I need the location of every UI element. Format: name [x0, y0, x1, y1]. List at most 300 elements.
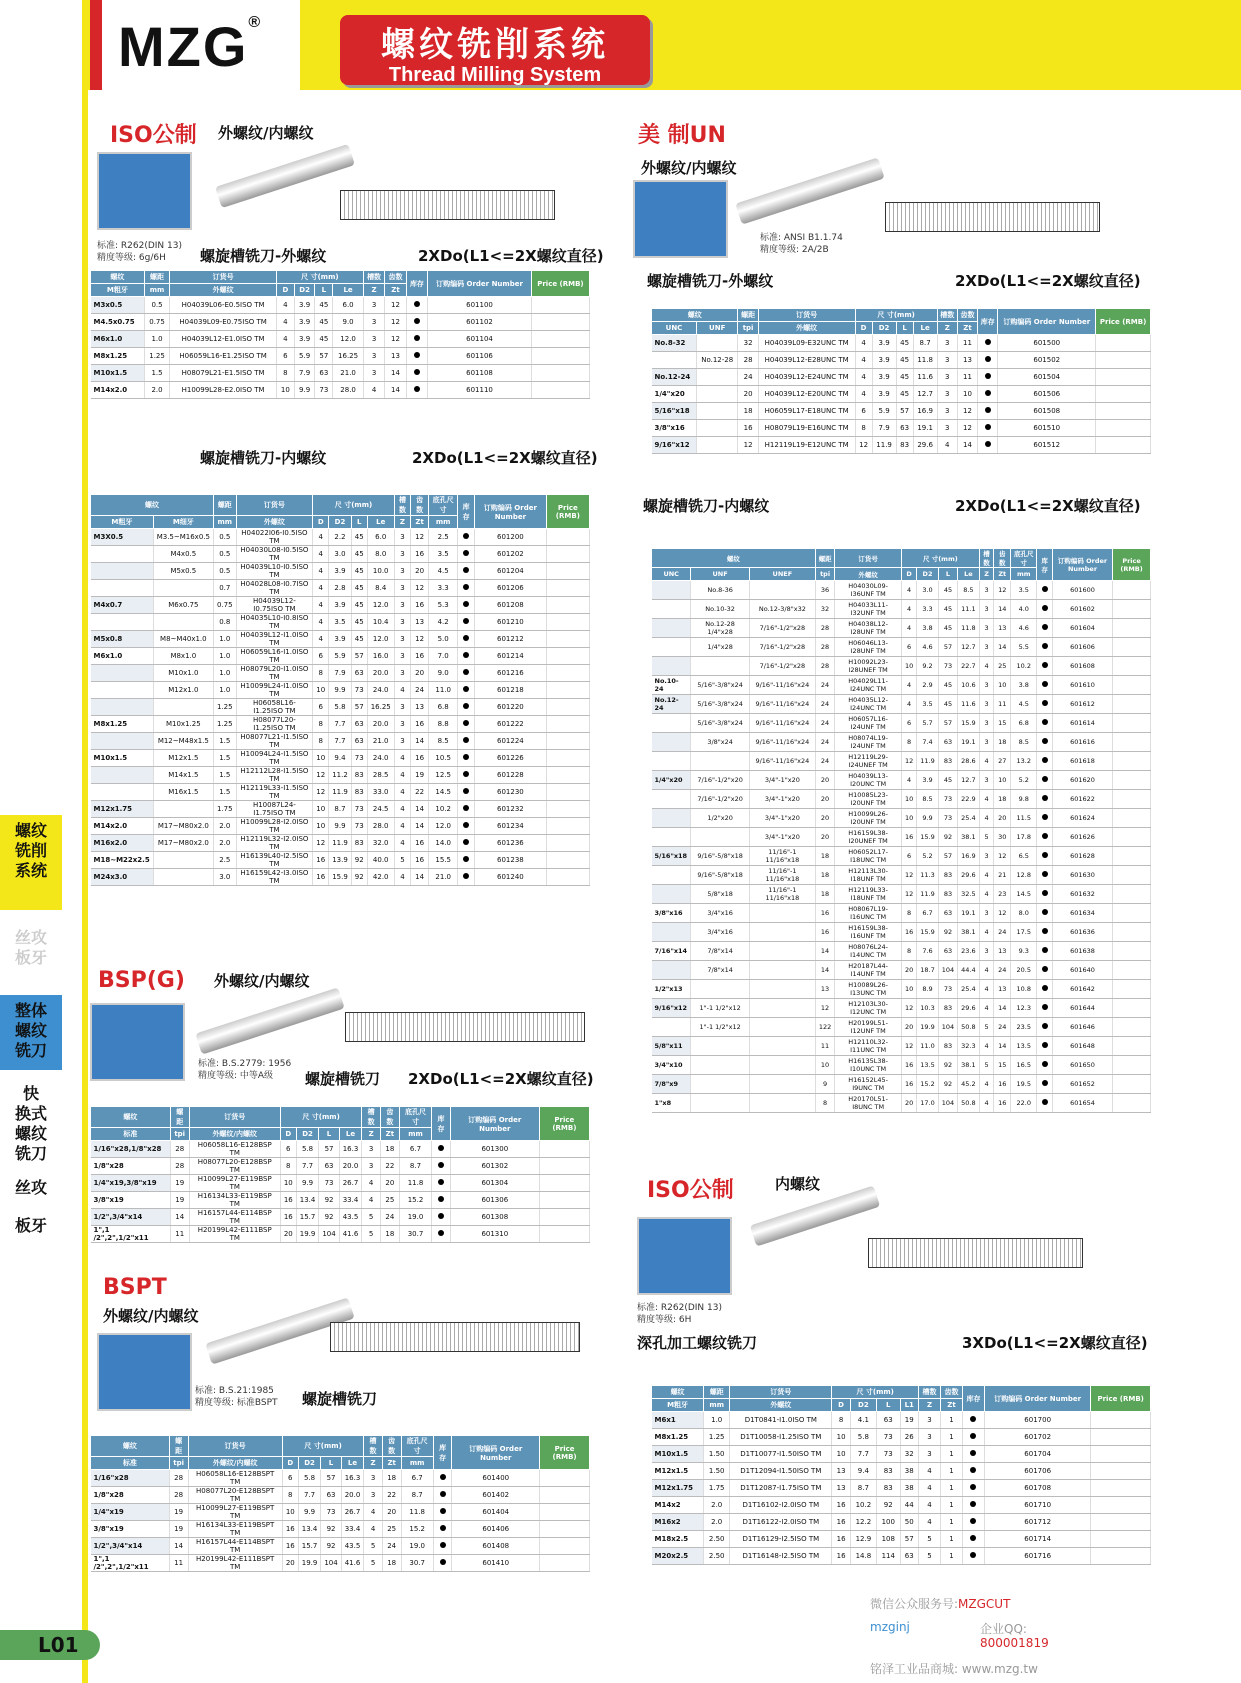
table-cell: H12119L33-I1.5ISO TM	[236, 784, 313, 801]
table-cell: 6	[901, 847, 916, 866]
table-cell: 29.6	[958, 866, 979, 885]
table-cell: M18x2.5	[652, 1531, 704, 1548]
table-cell: 19.5	[1011, 1075, 1037, 1094]
sidenav-tap[interactable]: 丝攻	[14, 1178, 47, 1197]
table-cell: 24	[815, 695, 834, 714]
table-cell	[91, 767, 154, 784]
table-cell: 3	[394, 597, 410, 614]
table-cell: 12	[901, 999, 916, 1018]
table-cell	[652, 733, 691, 752]
price-cell	[1091, 1446, 1151, 1463]
table-cell: 1	[940, 1531, 962, 1548]
bspt-drawing	[330, 1322, 580, 1352]
table-cell: 8	[313, 716, 329, 733]
table-cell: H10092L23-I28UNEF TM	[835, 657, 902, 676]
table-cell: 4	[313, 614, 329, 631]
stock-dot	[978, 335, 998, 352]
un-ext-note: 2XDo(L1<=2X螺纹直径)	[955, 272, 1141, 290]
table-cell: H10089L26-I13UNC TM	[835, 980, 902, 999]
table-cell: 1/8"x28	[91, 1158, 171, 1175]
table-cell: M3.5~M16x0.5	[153, 529, 213, 546]
table-cell: 12.3	[1011, 999, 1037, 1018]
table-cell: 5.8	[850, 1429, 876, 1446]
mall-url: 铭泽工业品商城: www.mzg.tw	[870, 1662, 1038, 1676]
table-row	[91, 818, 590, 835]
table-cell: 601232	[475, 801, 547, 818]
table-cell: 42.0	[367, 869, 394, 886]
table-cell: H10099L26-I20UNF TM	[835, 809, 902, 828]
table-cell: 4	[276, 331, 294, 348]
stock-dot	[1037, 638, 1053, 657]
table-cell: 73	[938, 809, 957, 828]
table-row	[91, 750, 590, 767]
table-cell: 4	[394, 869, 410, 886]
table-cell: 12	[901, 1037, 916, 1056]
table-cell: 9/16"x12	[652, 999, 691, 1018]
table-cell: 3	[363, 365, 384, 382]
table-cell: 601646	[1052, 1018, 1112, 1037]
stock-dot	[458, 767, 475, 784]
stock-dot	[1037, 828, 1053, 847]
table-row	[652, 923, 1151, 942]
stock-dot	[433, 1555, 452, 1572]
table-cell: 19	[169, 1521, 188, 1538]
table-cell: 601102	[428, 314, 532, 331]
stock-dot	[1037, 771, 1053, 790]
table-cell	[696, 420, 738, 437]
table-cell: 11.9	[872, 437, 896, 454]
table-cell: No.10-24	[652, 676, 691, 695]
table-cell: 6.0	[367, 529, 394, 546]
table-cell: 4	[276, 314, 294, 331]
table-cell: 7/8"x14	[691, 942, 749, 961]
table-cell: 32.5	[958, 885, 979, 904]
table-cell: M8x1.25	[91, 716, 154, 733]
table-cell: H06046L13-I28UNF TM	[835, 638, 902, 657]
iso-deep-thread-icon	[637, 1217, 732, 1295]
table-cell: 7.9	[294, 365, 314, 382]
iso-ext-caption: 螺旋槽铣刀-外螺纹	[200, 247, 327, 265]
table-cell: M12x1.5	[652, 1463, 704, 1480]
table-cell: 6	[313, 648, 329, 665]
table-cell: 23.6	[958, 942, 979, 961]
table-cell: 3.8	[917, 619, 938, 638]
table-cell: M18~M22x2.5	[91, 852, 154, 869]
table-cell: 57	[351, 648, 367, 665]
table-cell: H20187L44-I14UNF TM	[835, 961, 902, 980]
table-cell: 2.0	[704, 1497, 730, 1514]
table-cell: H08074L19-I24UNF TM	[835, 733, 902, 752]
stock-dot	[458, 716, 475, 733]
table-cell: M16x1.5	[153, 784, 213, 801]
table-cell: 4	[394, 784, 410, 801]
table-cell: 14	[385, 365, 406, 382]
price-cell	[1091, 1429, 1151, 1446]
table-cell: H04030L08-I0.5ISO TM	[236, 546, 313, 563]
price-cell	[1113, 714, 1151, 733]
sidenav-tap-die[interactable]: 丝攻 板牙	[14, 928, 47, 967]
table-cell: 3.0	[917, 581, 938, 600]
price-cell	[1096, 369, 1151, 386]
table-cell: 1.5	[213, 784, 236, 801]
price-cell	[1091, 1497, 1151, 1514]
table-cell	[91, 614, 154, 631]
table-cell: 3	[918, 1429, 940, 1446]
table-cell: 4	[901, 771, 916, 790]
table-cell: 30.7	[401, 1555, 433, 1572]
table-row	[652, 369, 1151, 386]
table-cell: 10	[994, 771, 1011, 790]
table-cell: 20.0	[367, 716, 394, 733]
table-row	[652, 980, 1151, 999]
price-cell	[539, 1192, 589, 1209]
bspt-std: 标准: B.S.21:1985 精度等级: 标准BSPT	[195, 1386, 278, 1408]
table-cell: 20	[901, 961, 916, 980]
table-row	[91, 682, 590, 699]
table-cell: 4	[979, 809, 994, 828]
table-cell: 5.2	[917, 847, 938, 866]
table-cell: 3	[394, 648, 410, 665]
table-cell: 63	[900, 1548, 918, 1565]
stock-dot	[962, 1463, 984, 1480]
table-cell: 73	[938, 657, 957, 676]
table-cell: 24.0	[367, 750, 394, 767]
table-cell: 601302	[450, 1158, 539, 1175]
table-cell: 1"-1 1/2"x12	[691, 1018, 749, 1037]
table-cell: 12	[994, 847, 1011, 866]
table-cell: H04030L09-I36UNF TM	[835, 581, 902, 600]
table-cell: 2.2	[329, 529, 352, 546]
table-cell: 601110	[428, 382, 532, 399]
table-cell: 4	[979, 999, 994, 1018]
table-cell: 3	[937, 352, 957, 369]
table-cell: 12.0	[367, 597, 394, 614]
stock-dot	[458, 546, 475, 563]
table-cell: 601406	[452, 1521, 540, 1538]
table-cell: M3x0.5	[91, 297, 145, 314]
table-row	[91, 1192, 590, 1209]
table-cell: 10	[957, 386, 977, 403]
table-cell: 16.9	[913, 403, 937, 420]
table-cell: 601308	[450, 1209, 539, 1226]
table-cell: M10x1.0	[153, 665, 213, 682]
table-cell: 5	[394, 852, 410, 869]
table-cell: 8	[313, 665, 329, 682]
price-cell	[1113, 942, 1151, 961]
table-cell: 18	[994, 733, 1011, 752]
table-cell: 45	[938, 771, 957, 790]
table-cell: 7/8"x9	[652, 1075, 691, 1094]
stock-dot	[433, 1538, 452, 1555]
table-cell: 27	[994, 752, 1011, 771]
table-cell: 4	[979, 790, 994, 809]
table-cell: 83	[938, 1037, 957, 1056]
table-cell: 10	[313, 801, 329, 818]
table-cell: 16	[901, 1056, 916, 1075]
table-cell: 601304	[450, 1175, 539, 1192]
stock-dot	[1037, 581, 1053, 600]
stock-dot	[1037, 714, 1053, 733]
table-cell: 1.75	[704, 1480, 730, 1497]
mzg-logo: MZG®	[118, 14, 263, 78]
table-cell: 20	[282, 1555, 298, 1572]
table-cell: 4	[979, 1037, 994, 1056]
table-cell: 7/16"-1/2"x28	[749, 619, 815, 638]
table-cell	[691, 828, 749, 847]
price-cell	[546, 750, 589, 767]
table-cell: 601602	[1052, 600, 1112, 619]
table-row	[91, 784, 590, 801]
skype-id: mzginj	[870, 1620, 910, 1634]
price-cell	[1113, 619, 1151, 638]
table-cell: H06057L16-I24UNF TM	[835, 714, 902, 733]
stock-dot	[1037, 980, 1053, 999]
table-cell: 4.5	[1011, 695, 1037, 714]
table-cell: 3/8"x24	[691, 733, 749, 752]
table-cell: 23.5	[1011, 1018, 1037, 1037]
table-cell: 8.9	[917, 980, 938, 999]
table-cell: 57	[900, 1531, 918, 1548]
table-cell: M14x2	[652, 1497, 704, 1514]
table-cell: 9.4	[329, 750, 352, 767]
table-cell: 7.6	[917, 942, 938, 961]
table-cell: 7.7	[329, 716, 352, 733]
price-cell	[1091, 1548, 1151, 1565]
table-cell: 63	[938, 733, 957, 752]
table-cell: 7/8"x14	[691, 961, 749, 980]
price-cell	[546, 546, 589, 563]
table-cell: H04033L11-I32UNF TM	[835, 600, 902, 619]
table-cell: 6.7	[917, 904, 938, 923]
table-cell: 16.5	[1011, 1056, 1037, 1075]
table-cell: M8x1.25	[91, 348, 145, 365]
table-cell: 3	[979, 600, 994, 619]
table-cell: 4	[313, 597, 329, 614]
table-cell: 20	[815, 771, 834, 790]
table-cell: H04039L06-E0.5ISO TM	[170, 297, 277, 314]
table-cell: 1.50	[704, 1446, 730, 1463]
table-cell: 16	[280, 1192, 296, 1209]
table-cell: 8.5	[429, 733, 458, 750]
table-cell: 601620	[1052, 771, 1112, 790]
table-cell: 14	[815, 961, 834, 980]
table-cell: 6.5	[1011, 847, 1037, 866]
stock-dot	[406, 297, 427, 314]
table-cell: 9/16"-11/16"x24	[749, 733, 815, 752]
table-cell: H16134L33-E119BSP TM	[189, 1192, 280, 1209]
table-cell: 5.0	[429, 631, 458, 648]
table-cell: 9.9	[329, 818, 352, 835]
price-cell	[1113, 980, 1151, 999]
price-cell	[546, 529, 589, 546]
table-cell: 4	[394, 818, 410, 835]
table-cell: 25	[380, 1192, 399, 1209]
table-cell: 12	[411, 631, 429, 648]
table-cell: M14x2.0	[91, 818, 154, 835]
price-cell	[546, 733, 589, 750]
table-cell	[691, 1094, 749, 1113]
table-cell: 2.50	[704, 1548, 730, 1565]
table-cell: 12.5	[429, 767, 458, 784]
table-cell: 14	[411, 733, 429, 750]
price-cell	[531, 314, 589, 331]
stock-dot	[1037, 1094, 1053, 1113]
table-cell: M16x2.0	[91, 835, 154, 852]
table-cell: 15.7	[296, 1209, 319, 1226]
table-cell: 29.6	[958, 999, 979, 1018]
table-cell: 601210	[475, 614, 547, 631]
table-cell: 3.5	[917, 695, 938, 714]
table-cell: 8.8	[429, 716, 458, 733]
stock-dot	[962, 1514, 984, 1531]
table-cell: 13.9	[329, 852, 352, 869]
table-cell: 28	[815, 657, 834, 676]
table-cell: 25	[994, 657, 1011, 676]
table-cell: 19.1	[958, 904, 979, 923]
table-cell: 7/16"x14	[652, 942, 691, 961]
table-cell: 104	[321, 1555, 341, 1572]
un-thread-icon	[633, 180, 728, 258]
table-cell: 63	[896, 420, 913, 437]
table-cell: 1	[940, 1412, 962, 1429]
table-cell: 6.7	[401, 1470, 433, 1487]
stock-dot	[1037, 809, 1053, 828]
sidenav-quick-change[interactable]: 快 换式 螺纹 铣刀	[14, 1084, 47, 1163]
table-cell: 1.0	[213, 648, 236, 665]
table-cell	[91, 665, 154, 682]
price-cell	[1113, 999, 1151, 1018]
sidenav-thread-milling[interactable]: 螺纹 铣削 系统	[0, 815, 62, 910]
table-cell: 3	[363, 348, 384, 365]
table-cell	[652, 638, 691, 657]
table-cell: 57	[938, 847, 957, 866]
table-cell: 601104	[428, 331, 532, 348]
table-cell	[153, 614, 213, 631]
bsp-tool-image	[195, 987, 344, 1054]
table-cell: 32	[900, 1446, 918, 1463]
table-cell: 1.5	[213, 767, 236, 784]
table-cell: 43.5	[339, 1209, 362, 1226]
price-cell	[1113, 638, 1151, 657]
table-cell: 8.4	[367, 580, 394, 597]
table-cell: 3	[364, 1470, 382, 1487]
table-cell: 5.5	[1011, 638, 1037, 657]
table-cell: H10099L28-I2.0ISO TM	[236, 818, 313, 835]
table-cell: 45.2	[958, 1075, 979, 1094]
table-cell: 6.7	[399, 1141, 431, 1158]
table-cell: 14.5	[1011, 885, 1037, 904]
table-cell: H10099L27-E119BSPT TM	[188, 1504, 282, 1521]
price-cell	[1113, 828, 1151, 847]
table-cell: 11.3	[917, 866, 938, 885]
stock-dot	[406, 348, 427, 365]
sidenav-solid-thread-mill[interactable]: 整体 螺纹 铣刀	[0, 995, 62, 1070]
table-cell: 11.0	[917, 1037, 938, 1056]
table-cell: 1/4"x20	[652, 771, 691, 790]
table-cell: 3	[979, 714, 994, 733]
un-sub: 外螺纹/内螺纹	[641, 159, 737, 177]
table-cell: 3	[394, 733, 410, 750]
table-cell: 57	[896, 403, 913, 420]
table-cell: H16159L38-I20UNEF TM	[835, 828, 902, 847]
table-cell: M12x1.75	[91, 801, 154, 818]
table-cell: 24	[815, 714, 834, 733]
table-cell: 9.2	[917, 657, 938, 676]
table-cell: 9.8	[1011, 790, 1037, 809]
table-cell: 22.0	[1011, 1094, 1037, 1113]
table-cell: 3	[394, 563, 410, 580]
table-cell: 11	[815, 1037, 834, 1056]
table-cell: 3	[979, 942, 994, 961]
table-cell: 2.8	[329, 580, 352, 597]
table-cell: 4	[979, 752, 994, 771]
table-cell: H12110L32-I11UNC TM	[835, 1037, 902, 1056]
table-cell: 63	[351, 665, 367, 682]
table-cell: 14	[385, 382, 406, 399]
table-cell: 19.0	[401, 1538, 433, 1555]
table-cell: 2.5	[429, 529, 458, 546]
table-cell: 3.9	[294, 314, 314, 331]
bsp-title: BSP(G)	[98, 968, 185, 993]
table-cell: 28.0	[367, 818, 394, 835]
table-cell: 5	[362, 1226, 381, 1243]
table-cell: 12.2	[850, 1514, 876, 1531]
table-cell: 1	[940, 1463, 962, 1480]
table-row	[91, 733, 590, 750]
table-cell: 601604	[1052, 619, 1112, 638]
table-cell: 16	[901, 1075, 916, 1094]
stock-dot	[978, 437, 998, 454]
table-cell: No.10-32	[691, 600, 749, 619]
table-cell: H16157L44-E114BSP TM	[189, 1209, 280, 1226]
stock-dot	[1037, 1037, 1053, 1056]
table-cell: 18	[380, 1226, 399, 1243]
table-cell: 3	[918, 1446, 940, 1463]
table-cell: 11/16"-1 11/16"x18	[749, 866, 815, 885]
table-cell: 92	[938, 828, 957, 847]
table-cell: M6x1	[652, 1412, 704, 1429]
table-cell: 4	[313, 631, 329, 648]
table-cell	[91, 546, 154, 563]
table-row	[91, 314, 590, 331]
table-cell: 5.9	[872, 403, 896, 420]
table-cell: 601632	[1052, 885, 1112, 904]
table-cell: 10.6	[958, 676, 979, 695]
table-cell: 9.9	[298, 1504, 321, 1521]
table-cell: 8	[280, 1158, 296, 1175]
table-cell: H10087L24-I1.75ISO TM	[236, 801, 313, 818]
title-en: Thread Milling System	[388, 64, 602, 86]
table-cell: 3.5	[1011, 581, 1037, 600]
sidenav-die[interactable]: 板牙	[14, 1216, 47, 1235]
table-cell: 4.2	[429, 614, 458, 631]
table-cell: 1"-1 1/2"x12	[691, 999, 749, 1018]
table-cell: M10x1.25	[153, 716, 213, 733]
table-cell: 601234	[475, 818, 547, 835]
table-cell: 33.4	[339, 1192, 362, 1209]
table-row	[91, 546, 590, 563]
table-cell: M8x1.0	[153, 648, 213, 665]
table-cell	[652, 752, 691, 771]
table-cell: 41.6	[339, 1226, 362, 1243]
table-cell: 601240	[475, 869, 547, 886]
table-row	[652, 752, 1151, 771]
table-cell: M12x1.75	[652, 1480, 704, 1497]
table-cell: 12	[994, 904, 1011, 923]
table-cell: 1.5	[213, 750, 236, 767]
table-cell: 12	[901, 752, 916, 771]
table-cell: 14	[411, 869, 429, 886]
